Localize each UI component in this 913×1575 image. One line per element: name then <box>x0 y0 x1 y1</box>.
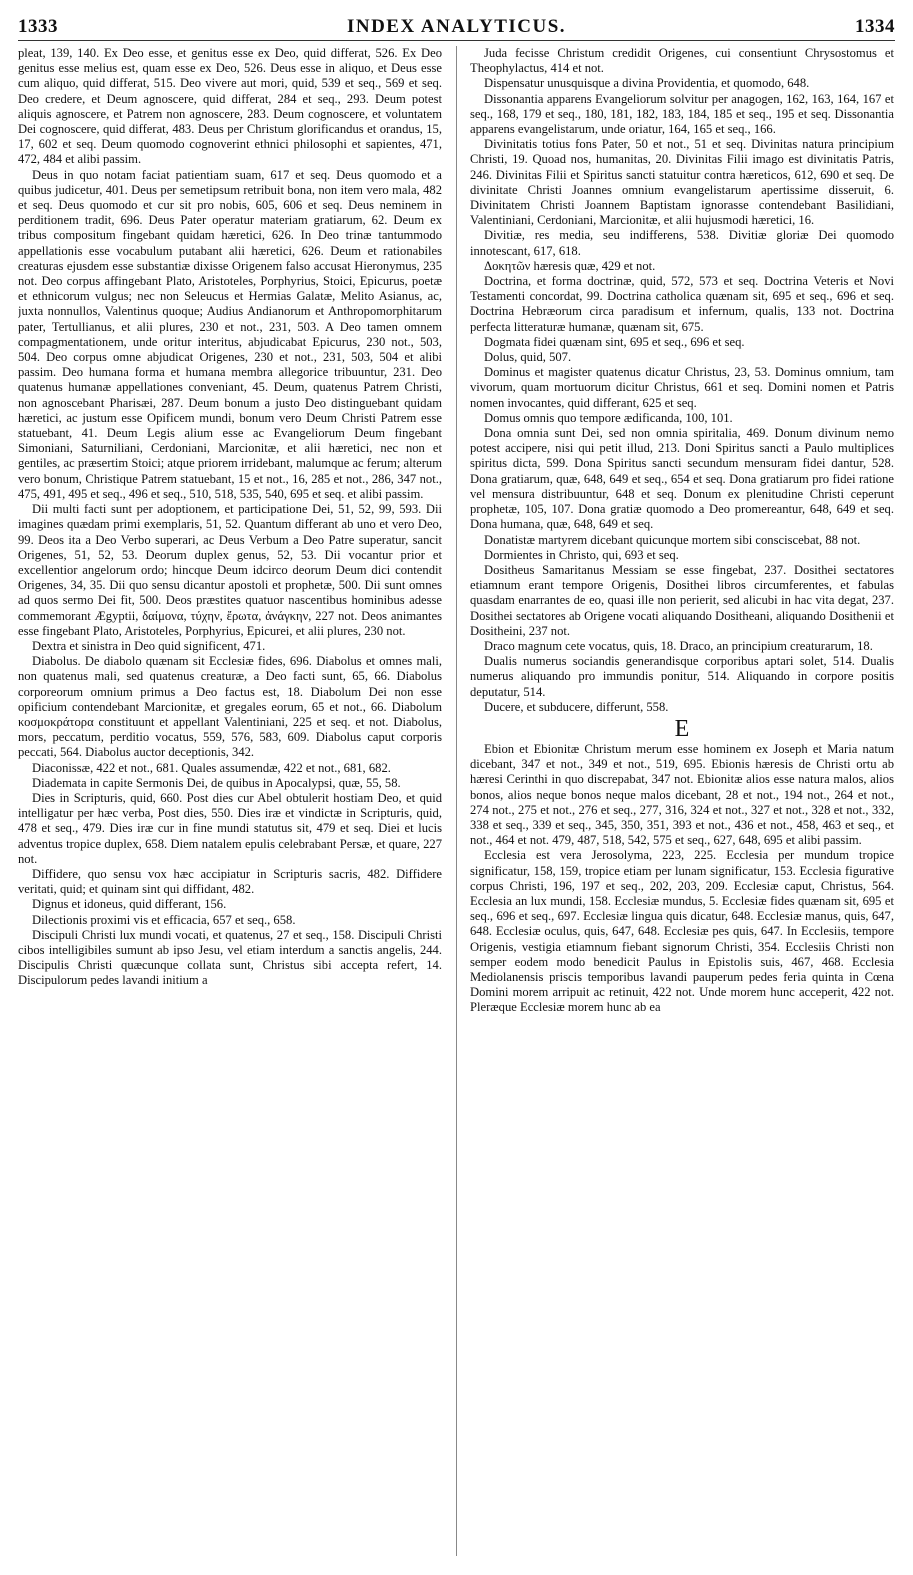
index-entry: Diabolus. De diabolo quænam sit Ecclesiæ fides, 696. Diabolus et omnes mali, non quatenus mali, sed quatenus creaturæ, a Deo facti sunt, 65, 66. Diabolus corporeorum omnium primus a Deo factus est, 18. Diabolum Dei non esse opificium contendebant Marcionitæ, et gregales eorum, 65 et not., 66. Diabolum κοσμοκράτορα constituunt et appellant Valentiniani, 225 et seq. et not. Diabolus, mors, peccatum, perditio vocatus, 559, 576, 583, 609. Diabolus caput corporis peccati, 564. Diabolus auctor deceptionis, 342. <box>18 654 442 760</box>
index-entry: Diaconissæ, 422 et not., 681. Quales assumendæ, 422 et not., 681, 682. <box>32 760 391 775</box>
index-entry: Δοκητῶν hæresis quæ, 429 et not. <box>484 258 656 273</box>
index-entry: Diffidere, quo sensu vox hæc accipiatur in Scripturis sacris, 482. Diffidere veritati, quid; et quinam sint qui diffidant, 482. <box>18 866 442 897</box>
index-entry: Dissonantia apparens Evangeliorum solvitur per anagogen, 162, 163, 164, 167 et seq., 168, 179 et seq., 180, 181, 182, 183, 184, 185 et seq., 195 et seq. Dissonantia apparens evangelistarum, unde oriatur, 164, 165 et seq., 166. <box>470 91 894 137</box>
index-entry: Dii multi facti sunt per adoptionem, et participatione Dei, 51, 52, 99, 593. Dii imagines quædam primi exemplaris, 51, 52. Quantum differant ab uno et vero Deo, 99. Deos ita a Deo Verbo superari, ac Deus Verbum a Deo Patre superatur, sancit Origenes, 51, 52, 53. Deorum duplex genus, 52, 53. Dii vocantur prior et excellentior angelorum ordo; hincque Deum idcirco deorum Deum dici contendit Origenes, 34, 35. Dii quo sensu dicantur apostoli et prophetæ, 500. Dii sunt omnes ad quos sermo Dei fit, 500. Deos præstites quatuor nascentibus hominibus adesse commemorant Ægyptii, δαίμονα, τύχην, ἔρωτα, ἀνάγκην, 227 not. Deos animantes esse fingebant Plato, Aristoteles, Porphyrius, Epicurei, et alii plures, 230 not. <box>18 502 442 638</box>
running-title: INDEX ANALYTICUS. <box>346 16 567 37</box>
page-header <box>18 14 895 41</box>
index-entry: Dualis numerus sociandis generandisque corporibus aptari solet, 514. Dualis numerus aliquando pro immundis ponitur, 514. Aliquando in corpore positis deputatur, 514. <box>470 654 894 699</box>
index-entry: Dilectionis proximi vis et efficacia, 657 et seq., 658. <box>32 912 296 927</box>
right-column <box>470 46 894 1566</box>
index-entry: Deus in quo notam faciat patientiam suam, 617 et seq. Deus quomodo et a quibus judicetur, 401. Deus per semetipsum retribuit bona, non item vero mala, 482 et seq. Deus quomodo et cur sit pro nobis, 605, 606 et seq. Deus neminem in perditionem tradit, 696. Deus Pater operatur materiam gratiarum, 62. Deum ex tribus compositum fingebant quidam hæretici, 626. In Deo trinæ tantummodo appellationis esse vocabulum putabant alii hæretici, 626. Deum et rationabiles creaturas ejusdem esse substantiæ dixisse Origenem falso accusat Hieronymus, 235 not. Deo corpus affingebant Plato, Aristoteles, Porphyrius, Stoici, Epicurus, poetæ et ethnicorum vulgus; nec non Seleucus et Hermias Galatæ, Melito Asianus, ac, juxta nonnullos, Valentinus quoque; Audius Andianorum et Anthropomorphitarum pater, Tertullianus, et alii plures, 230 et not., 231, 503. A Deo tamen omnem compagmentationem, unde oritur interitus, abjudicabat Epicurus, 230 not., 503, 504. Deo corpus omne abjudicat Origenes, 230 et not., 231, 503, 504 et alibi passim. Deo humana forma et humana membra allegorice tribuuntur, 231. Deo quatenus humanæ appellationes conveniant, 45. Deum, quatenus Patrem Christi, non agnoscebant Pharisæi, 287. Deum bonum a justo Deo distinguebant quidam hæretici, ac justum esse Opificem mundi, bonum vero Deum Christi Patrem esse statuebant, 41. Deum Legis alium esse ac Evangeliorum Deum fingebant Simoniani, Saturniliani, Cerdoniani, Marcionitæ, et alii hæretici, nec non et gentiles, ac præsertim Stoici; atque priorem irridebant, malumque ac ferum; alterum vero bonum, Christique Patrem statuebant, 15 et not., 16, 285 et not., 286, 347 not., 475, 491, 495 et seq., 496 et seq., 510, 518, 535, 540, 695 et seq. et alibi passim. <box>18 167 442 501</box>
left-column <box>18 46 442 1566</box>
index-entry: Divinitatis totius fons Pater, 50 et not., 51 et seq. Divinitas natura principium Christi, 19. Quoad nos, humanitas, 20. Divinitas Filii imago est divinitatis Patris, 246. Divinitas Filii et Spiritus sancti statuitur contra hæreticos, 612, 690 et seq. De divinitate Christi Joannes omnium evangelistarum apertissime disseruit, 6. Divinitatem Christi Joannem Baptistam ignorasse contendebant Basilidiani, Valentiniani, Cerdoniani, Marcionitæ, et alii hujusmodi hæretici, 16. <box>470 137 894 228</box>
index-entry: Dies in Scripturis, quid, 660. Post dies cur Abel obtulerit hostiam Deo, et quid intelligatur per hæc verba, Post dies, 550. Dies iræ et vindictæ in Scripturis, quid, 478 et seq., 479. Dies iræ cur in fine mundi statutus sit, 479 et seq. Diei et lucis adventus tropice duplex, 658. Diem natalem epulis celebrabant Persæ, et quare, 227 not. <box>18 790 442 866</box>
index-entry: Ebion et Ebionitæ Christum merum esse hominem ex Joseph et Maria natum dicebant, 347 et not., 349 et not., 519, 695. Ebionis hæresis de Christi ortu ab hæresi Cerinthi in quo discrepabat, 347 not. Ebionitæ alios esse natura malos, alios bonos, alios neque bonos neque malos dicebant, 28 et not., 194 not., 264 et not., 274 not., 275 et not., 276 et seq., 277, 316, 324 et not., 327 et not., 328 et not., 332, 338 et seq., 339 et seq., 345, 350, 351, 393 et not., 436 et not., 458, 463 et seq., et not., 464 et not. 479, 487, 518, 542, 575 et seq., 627, 648, 695 et alibi passim. <box>470 741 894 848</box>
index-entry: pleat, 139, 140. Ex Deo esse, et genitus esse ex Deo, quid differat, 526. Ex Deo genitus esse melius est, quam esse ex Deo, 526. Deus esse in aliquo, et Deus esse cum aliquo, quid differat, 515. Deo vivere aut mori, quid, 539 et seq., 569 et seq. Deo credere, et Deum agnoscere, quid differat, 284 et seq., 293. Deum potest aliquis agnoscere, et Patrem non agnoscere, 283. Deum cognoscere, et voluntatem Dei cognoscere, quid differat, 483. Deus per Christum glorificandus et orandus, 15, 17, 602 et seq. Deum quomodo cognoverint ethnici philosophi et sapientes, 471, 472, 484 et alibi passim. <box>18 46 442 167</box>
index-entry: Donatistæ martyrem dicebant quicunque mortem sibi consciscebat, 88 not. <box>484 532 861 547</box>
index-entry: Draco magnum cete vocatus, quis, 18. Draco, an principium creaturarum, 18. <box>484 638 873 653</box>
index-entry: Dona omnia sunt Dei, sed non omnia spiritalia, 469. Donum divinum nemo potest accipere, nisi qui petit illud, 213. Doni Spiritus sancti a Paulo multiplices spiritus dicta, 599. Dona Spiritus sancti secundum mensuram fidei dantur, 528. Dona gratiarum, quæ, 648, 649 et seq., 654 et seq. Dona gratiarum pro fidei ratione vel mensura distribuuntur, 648 et seq. Donum ex plenitudine Christi ceperunt prophetæ, 105, 107. Dona gratiæ quomodo a Deo promereantur, 648, 649 et seq. Dona humana, quæ, 648, 649 et seq. <box>470 426 894 532</box>
index-entry: Dormientes in Christo, qui, 693 et seq. <box>484 547 679 562</box>
column-divider <box>456 46 457 1556</box>
page-number-left: 1333 <box>18 16 58 37</box>
index-entry: Divitiæ, res media, seu indifferens, 538. Divitiæ gloriæ Dei quomodo innotescant, 617, 618. <box>470 228 894 258</box>
index-entry: Discipuli Christi lux mundi vocati, et quatenus, 27 et seq., 158. Discipuli Christi cibos intelligibiles sumunt ab ipso Jesu, vel etiam interdum a sanctis angelis, 244. Discipulis Christi quæcunque collata sunt, Christus sibi accepta refert, 14. Discipulorum pedes lavandi initium a <box>18 927 442 988</box>
index-entry: Dolus, quid, 507. <box>484 350 572 365</box>
index-entry: Juda fecisse Christum credidit Origenes, cui consentiunt Chrysostomus et Theophylactus, 414 et not. <box>470 46 894 76</box>
index-entry: Dominus et magister quatenus dicatur Christus, 23, 53. Dominus omnium, tam vivorum, quam mortuorum dicitur Christus, 661 et seq. Domini nomen et Patris nomen invocantes, quid differant, 625 et seq. <box>470 365 894 410</box>
section-letter-heading: E <box>674 715 690 742</box>
index-entry: Doctrina, et forma doctrinæ, quid, 572, 573 et seq. Doctrina Veteris et Novi Testamenti concordat, 99. Doctrina catholica quænam sit, 695 et seq., 696 et seq. Doctrina Hebræorum circa paradisum et infernum, qualis, 133 not. Doctrina perfecta litteraturæ humanæ, quænam sit, 675. <box>470 274 894 334</box>
index-entry: Domus omnis quo tempore ædificanda, 100, 101. <box>484 410 733 425</box>
index-entry: Ecclesia est vera Jerosolyma, 223, 225. Ecclesia per mundum tropice significatur, 158, 159, tropice etiam per lunam significatur, 153. Ecclesia figurative corpus Christi, 196, 197 et seq., 202, 203, 209. Ecclesiæ caput, Christus, 564. Ecclesia an lux mundi, 158. Ecclesiæ mundus, 5. Ecclesiæ fides quænam sit, 695 et seq., 696 et seq., 697. Ecclesiæ lingua quis dicatur, 648. Ecclesiæ manus, quis, 647, 648. Ecclesiæ oculus, quis, 647, 648. Ecclesiæ pes quis, 647. In Ecclesiis, tempore Origenis, vestigia etiamnum fiebant signorum Christi, 354. Ecclesiis Christi non semper eodem modo benedicit Paulus in Epistolis suis, 467, 468. Ecclesia Mediolanensis priscis temporibus lavandi pauperum pedes feria quinta in Cœna Domini morem arripuit ac retinuit, 422 not. Unde morem hunc acceperit, 422 not. Pleræque Ecclesiæ morem hunc ab ea <box>470 848 894 1015</box>
index-entry: Diademata in capite Sermonis Dei, de quibus in Apocalypsi, quæ, 55, 58. <box>32 775 401 790</box>
index-entry: Dextra et sinistra in Deo quid significent, 471. <box>32 638 266 653</box>
index-entry: Dogmata fidei quænam sint, 695 et seq., 696 et seq. <box>484 334 745 349</box>
index-entry: Dositheus Samaritanus Messiam se esse fingebat, 237. Dosithei sectatores etiamnum erant tempore Origenis, Dosithei libros circumferentes, et fabulas quasdam enarrantes de eo, quasi ille non perierit, sed alicubi in hac vita degat, 237. Dosithei sectatores ab Origene vocati aliquando Dositheani, aliquando Dosithenii et Dositheini, 237 not. <box>470 562 894 638</box>
page-number-right: 1334 <box>855 16 895 37</box>
index-entry: Dispensatur unusquisque a divina Providentia, et quomodo, 648. <box>484 76 810 91</box>
index-entry: Ducere, et subducere, differunt, 558. <box>484 699 669 714</box>
index-entry: Dignus et idoneus, quid differant, 156. <box>32 897 227 912</box>
